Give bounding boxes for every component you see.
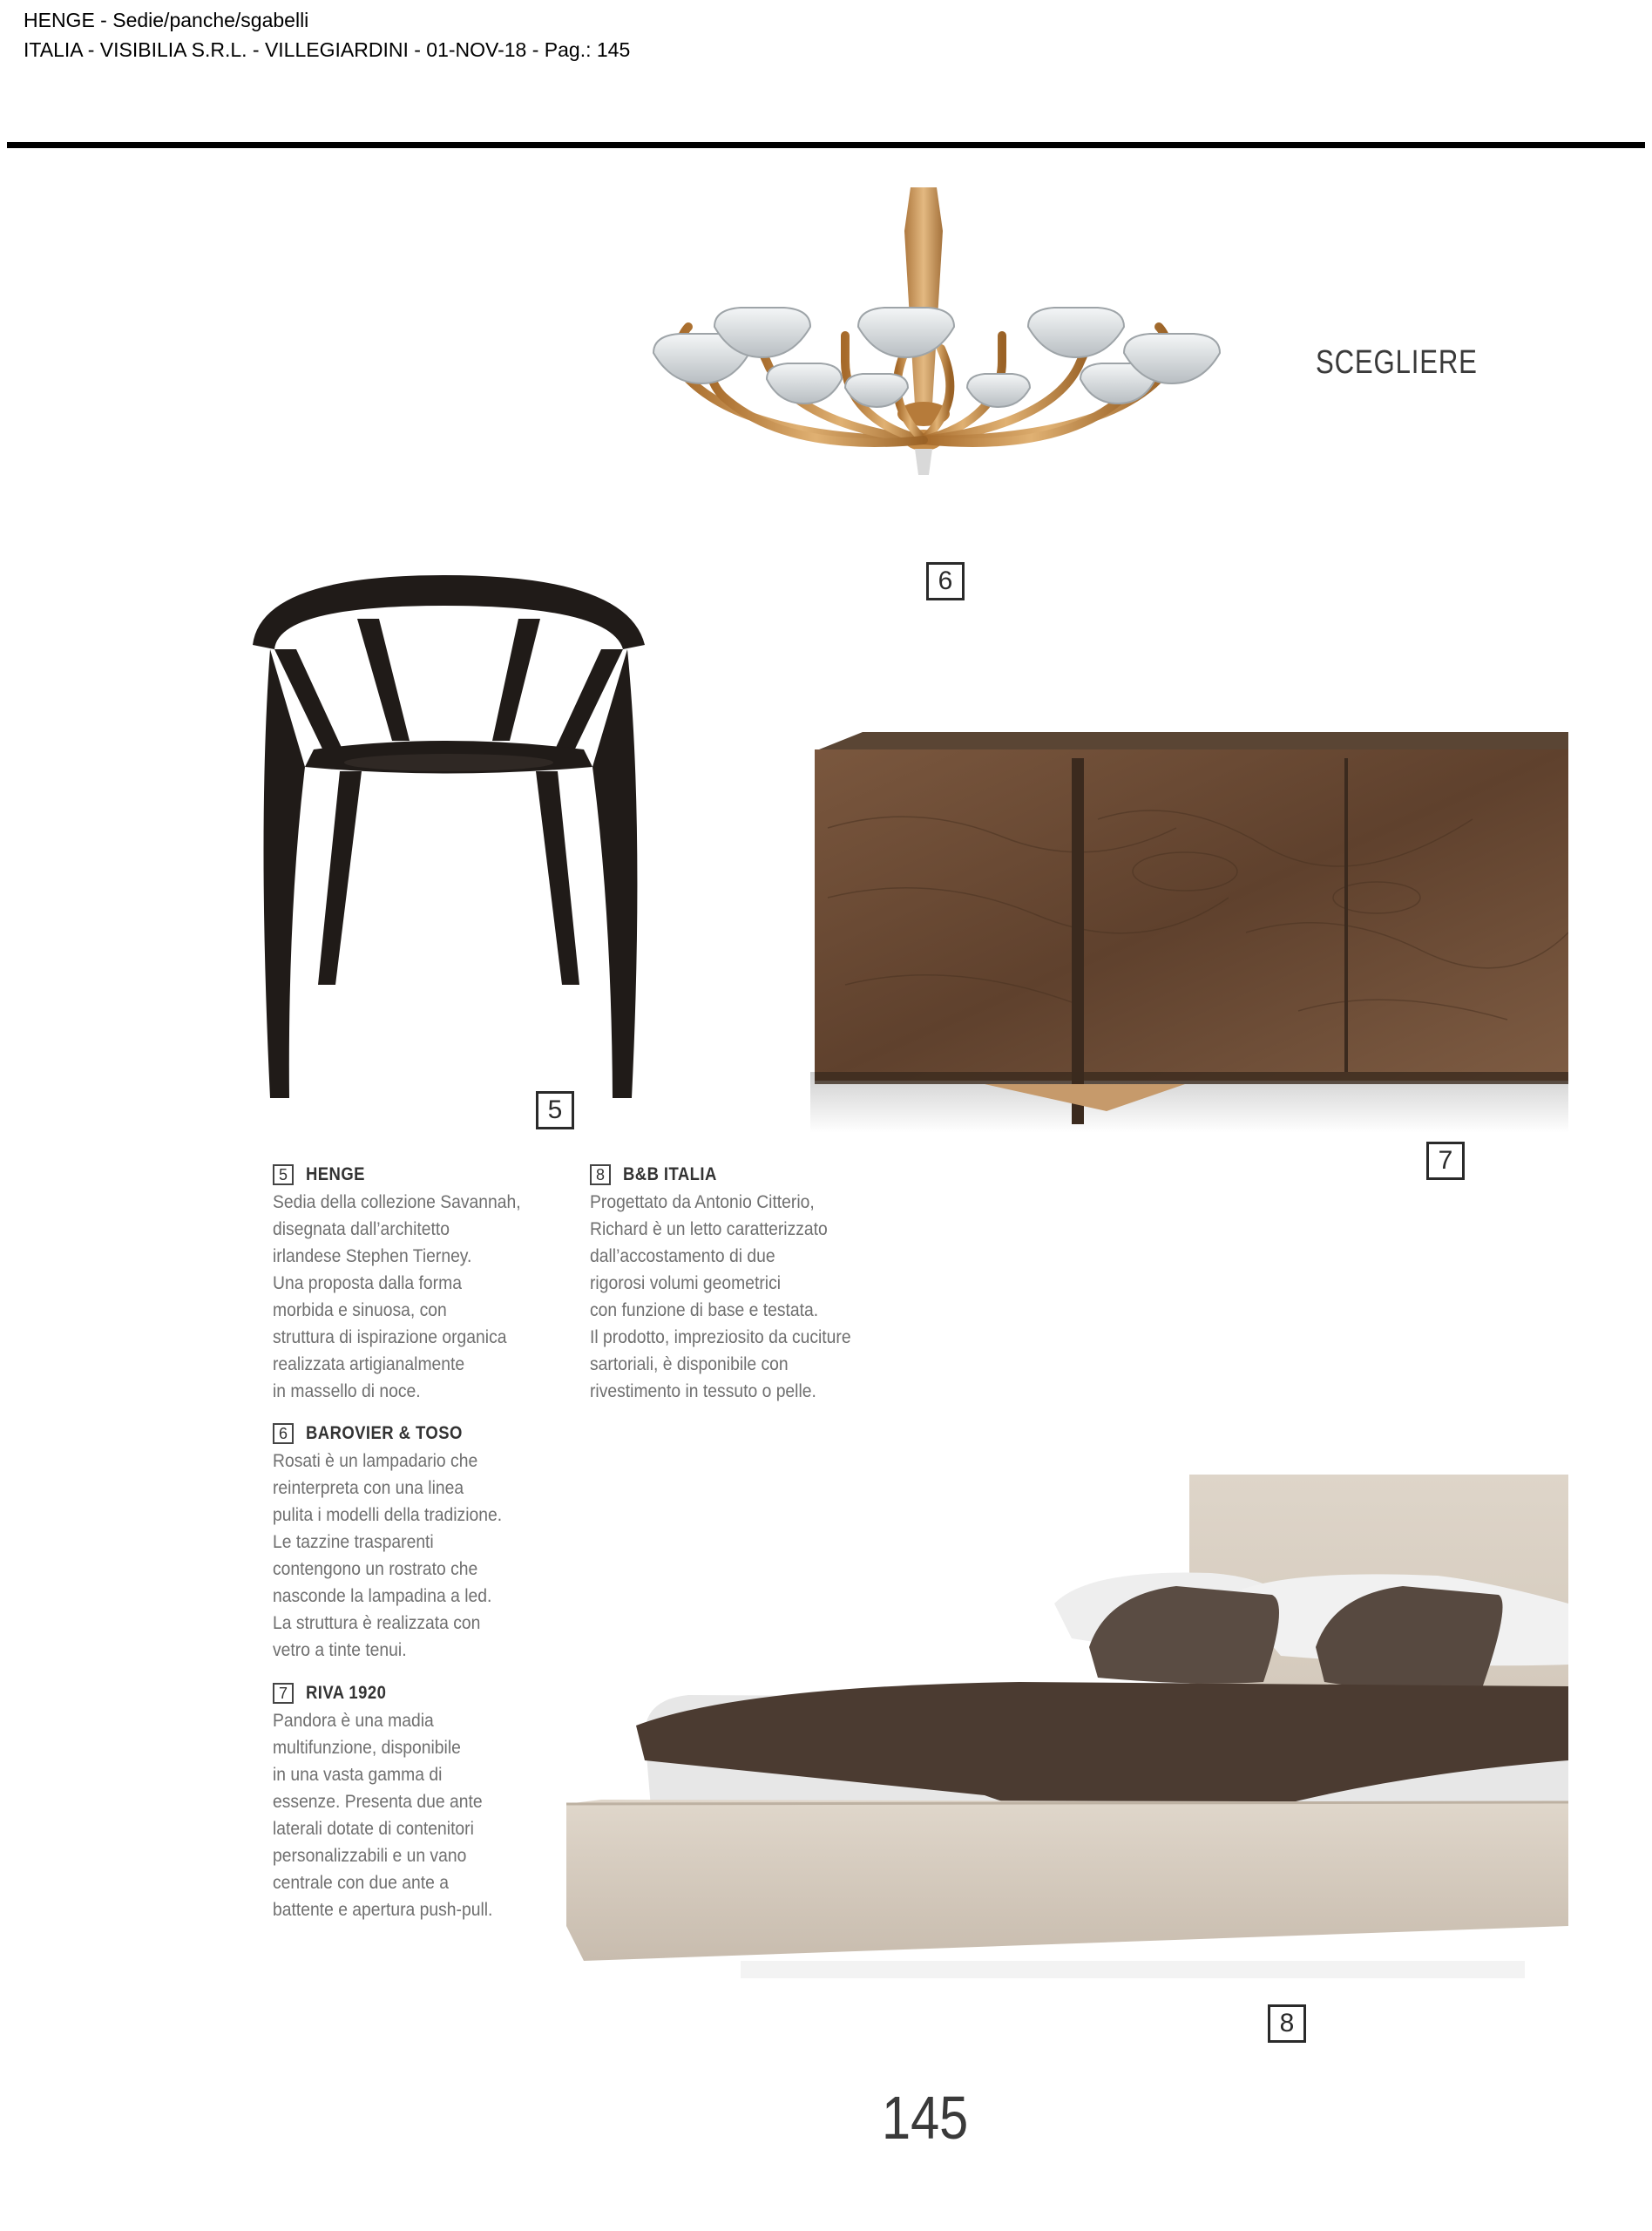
entry-brand: HENGE [306,1164,365,1184]
section-title: SCEGLIERE [1316,344,1478,381]
header-line-1: HENGE - Sedie/panche/sgabelli [24,9,309,31]
entry-description: Progettato da Antonio Citterio, Richard è un letto caratterizzato dall’accostamento di due rigorosi volumi geometrici con funzione di base e testata. Il prodotto, impreziosito da cuciture sartoriali, è disponibile con rivestimento in tessuto o pelle. [590,1192,851,1401]
callout-8: 8 [1268,2004,1306,2043]
header-line-2: ITALIA - VISIBILIA S.R.L. - VILLEGIARDINI - 01-NOV-18 - Pag.: 145 [24,38,631,61]
entry-bb-italia [590,1162,886,1405]
chair-image [235,566,662,1107]
chandelier-image [627,179,1255,545]
entry-brand: BAROVIER & TOSO [306,1423,463,1443]
entry-number: 6 [273,1423,294,1444]
entry-brand: RIVA 1920 [306,1683,387,1703]
entry-number: 5 [273,1164,294,1185]
callout-5: 5 [536,1091,574,1129]
entry-description: Pandora è una madia multifunzione, disponibile in una vasta gamma di essenze. Presenta due ante laterali dotate di contenitori personalizzabili e un vano centrale con due ante a battente e apertura push-pull. [273,1711,493,1920]
header-rule [7,142,1645,148]
entry-number: 8 [590,1164,611,1185]
entry-henge [273,1162,569,1405]
entry-riva [273,1680,569,1923]
bed-image [566,1473,1568,1996]
callout-7: 7 [1426,1142,1465,1180]
entry-description: Rosati è un lampadario che reinterpreta con una linea pulita i modelli della tradizione. Le tazzine trasparenti contengono un rostrato che nasconde la lampadina a led. La struttura è realizzata con vetro a tinte tenui. [273,1451,503,1660]
entry-description: Sedia della collezione Savannah, disegnata dall’architetto irlandese Stephen Tierney. Una proposta dalla forma morbida e sinuosa, con struttura di ispirazione organica realizzata artigianalmente in massello di noce. [273,1192,521,1401]
page-number: 145 [882,2084,969,2152]
entry-number: 7 [273,1683,294,1704]
sideboard-image [810,723,1568,1133]
callout-6: 6 [926,562,965,600]
entry-brand: B&B ITALIA [623,1164,717,1184]
entry-barovier [273,1421,569,1664]
document-header [24,5,630,64]
